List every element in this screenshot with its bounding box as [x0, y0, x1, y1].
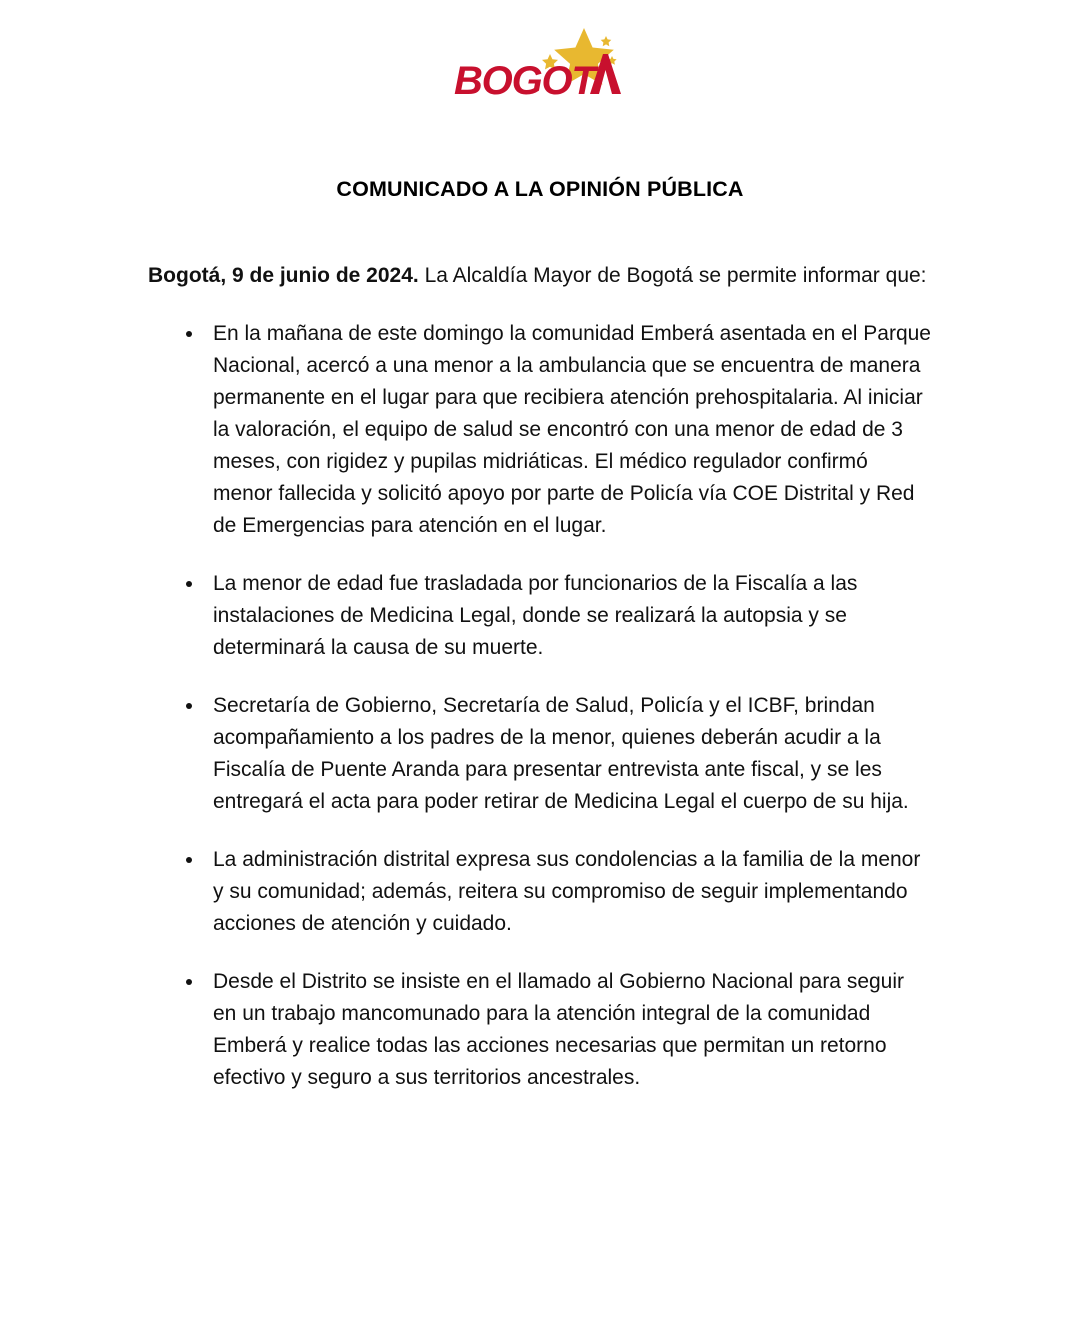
document-body [0, 260, 1080, 1094]
list-item-text: La menor de edad fue trasladada por funcionarios de la Fiscalía a las instalaciones de Medicina Legal, donde se realizará la autopsia y se determinará la causa de su muerte. [213, 571, 858, 659]
dateline: Bogotá, 9 de junio de 2024. [148, 263, 419, 287]
intro-paragraph [148, 260, 932, 292]
bullet-dot-icon [186, 703, 192, 709]
bullet-dot-icon [186, 857, 192, 863]
bullet-dot-icon [186, 581, 192, 587]
list-item [148, 844, 932, 940]
document-header [0, 0, 1080, 104]
bullet-list [148, 318, 932, 1094]
bullet-dot-icon [186, 979, 192, 985]
list-item-text: La administración distrital expresa sus condolencias a la familia de la menor y su comunidad; además, reitera su compromiso de seguir implementando acciones de atención y cuidado. [213, 847, 921, 935]
list-item-text: Secretaría de Gobierno, Secretaría de Salud, Policía y el ICBF, brindan acompañamiento a los padres de la menor, quienes deberán acudir a la Fiscalía de Puente Aranda para presentar entrevista ante fiscal, y se les entregará el acta para poder retirar de Medicina Legal el cuerpo de su hija. [213, 693, 909, 813]
bogota-logo [440, 18, 640, 104]
small-star-icon-top [601, 36, 612, 46]
logo-wordmark: BOGOT [454, 59, 595, 103]
list-item-text: Desde el Distrito se insiste en el llamado al Gobierno Nacional para seguir en un trabajo mancomunado para la atención integral de la comunidad Emberá y realice todas las acciones necesarias que permitan un retorno efectivo y seguro a sus territorios ancestrales. [213, 969, 905, 1089]
intro-text: La Alcaldía Mayor de Bogotá se permite informar que: [418, 263, 927, 287]
list-item-text: En la mañana de este domingo la comunidad Emberá asentada en el Parque Nacional, acercó a una menor a la ambulancia que se encuentra de manera permanente en el lugar para que recibiera atención prehospitalaria. Al iniciar la valoración, el equipo de salud se encontró con una menor de edad de 3 meses, con rigidez y pupilas midriáticas. El médico regulador confirmó menor fallecida y solicitó apoyo por parte de Policía vía COE Distrital y Red de Emergencias para atención en el lugar. [213, 321, 931, 537]
list-item [148, 568, 932, 664]
list-item [148, 690, 932, 818]
list-item [148, 966, 932, 1094]
page-title: COMUNICADO A LA OPINIÓN PÚBLICA [336, 177, 744, 201]
bullet-dot-icon [186, 331, 192, 337]
list-item [148, 318, 932, 542]
